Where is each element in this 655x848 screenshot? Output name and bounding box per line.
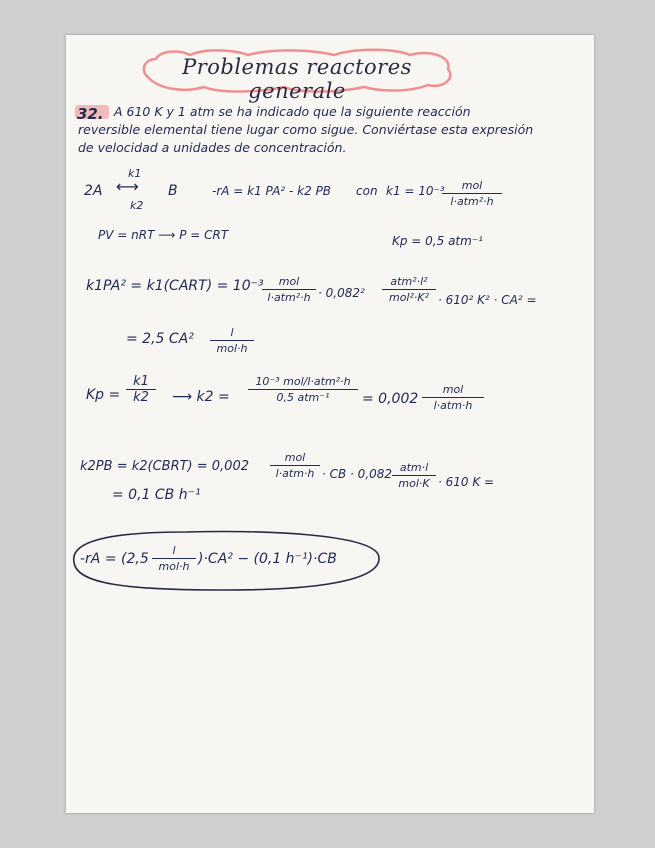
fraction-bar: [152, 558, 196, 559]
page-title: Problemas reactores generale: [182, 55, 412, 103]
fraction-bar: [248, 389, 358, 390]
step3-f1-den: l·atm·h: [275, 467, 315, 480]
reaction-k1: k1: [128, 167, 142, 180]
fraction-bar: [270, 465, 320, 466]
final-den: mol·h: [158, 560, 190, 573]
reaction-reactant: 2A: [84, 183, 103, 199]
step2-result-units: [422, 383, 484, 412]
step2-kp-fraction: [126, 375, 156, 404]
problem-number: 32.: [77, 105, 104, 123]
statement-line-1: A 610 K y 1 atm se ha indicado que la siguiente reacción: [114, 104, 471, 119]
step1-f2-den: mol²·K²: [388, 291, 430, 304]
step2-arrow: ⟶ k2 =: [172, 389, 230, 405]
step2-k2-num: 10⁻³ mol/l·atm²·h: [255, 375, 351, 388]
step3-fraction-1: [270, 451, 320, 480]
step2-kp-den: k2: [133, 390, 149, 405]
step1-lhs: k1PA² = k1(CART) = 10⁻³: [86, 278, 264, 294]
step1-result-num: l: [230, 326, 234, 339]
equilibrium-arrow-icon: ⟷: [116, 177, 139, 196]
notebook-page: [66, 35, 594, 813]
step3-mid: · CB · 0,082: [322, 467, 393, 481]
step1-fraction-2: [382, 275, 436, 304]
final-answer-box: [66, 528, 384, 594]
gas-law: PV = nRT ⟶ P = CRT: [98, 228, 229, 242]
step2-kp-num: k1: [133, 374, 149, 389]
k1-units: [442, 179, 502, 208]
reaction-product: B: [168, 183, 178, 199]
step2-k2-den: 0,5 atm⁻¹: [276, 391, 330, 404]
step1-f2-num: atm²·l²: [390, 275, 428, 288]
step3-lhs: k2PB = k2(CBRT) = 0,002: [80, 459, 249, 474]
final-lhs: -rA = (2,5: [80, 551, 149, 567]
step3-tail: · 610 K =: [438, 475, 495, 489]
step2-res-den: l·atm·h: [433, 399, 473, 412]
step2-res-num: mol: [442, 383, 464, 396]
fraction-bar: [422, 397, 484, 398]
final-fraction: [152, 544, 196, 573]
rate-expression: -rA = k1 PA² - k2 PB: [212, 184, 332, 198]
step3-f1-num: mol: [284, 451, 306, 464]
reaction-k2: k2: [130, 199, 144, 212]
fraction-bar: [382, 289, 436, 290]
step1-f1-num: mol: [278, 275, 300, 288]
step2-eq: = 0,002: [362, 391, 419, 407]
step1-tail: · 610² K² · CA² =: [438, 293, 537, 307]
fraction-bar: [442, 193, 502, 194]
k1-value: k1 = 10⁻³: [386, 184, 445, 198]
step2-kp: Kp =: [86, 387, 121, 403]
step1-result: = 2,5 CA²: [126, 331, 194, 347]
step3-result: = 0,1 CB h⁻¹: [112, 487, 201, 503]
kp-given: Kp = 0,5 atm⁻¹: [392, 234, 483, 248]
final-num: l: [172, 544, 176, 557]
step1-result-den: mol·h: [216, 342, 248, 355]
step3-f2-num: atm·l: [399, 461, 429, 474]
statement-line-3: de velocidad a unidades de concentración.: [78, 140, 347, 155]
k1-units-den: l·atm²·h: [450, 195, 494, 208]
fraction-bar: [392, 475, 436, 476]
con-text: con: [356, 184, 378, 198]
k1-units-num: mol: [461, 179, 483, 192]
title-banner: [138, 47, 456, 103]
final-rhs: )·CA² − (0,1 h⁻¹)·CB: [198, 551, 337, 567]
step1-fraction-1: [262, 275, 316, 304]
step1-result-units: [210, 326, 254, 355]
step3-f2-den: mol·K: [398, 477, 430, 490]
step1-mid: · 0,082²: [318, 286, 365, 300]
step3-fraction-2: [392, 461, 436, 490]
statement-line-2: reversible elemental tiene lugar como sigue. Conviértase esta expresión: [78, 122, 534, 137]
step2-k2-fraction: [248, 375, 358, 404]
fraction-bar: [210, 340, 254, 341]
fraction-bar: [262, 289, 316, 290]
step1-f1-den: l·atm²·h: [267, 291, 311, 304]
